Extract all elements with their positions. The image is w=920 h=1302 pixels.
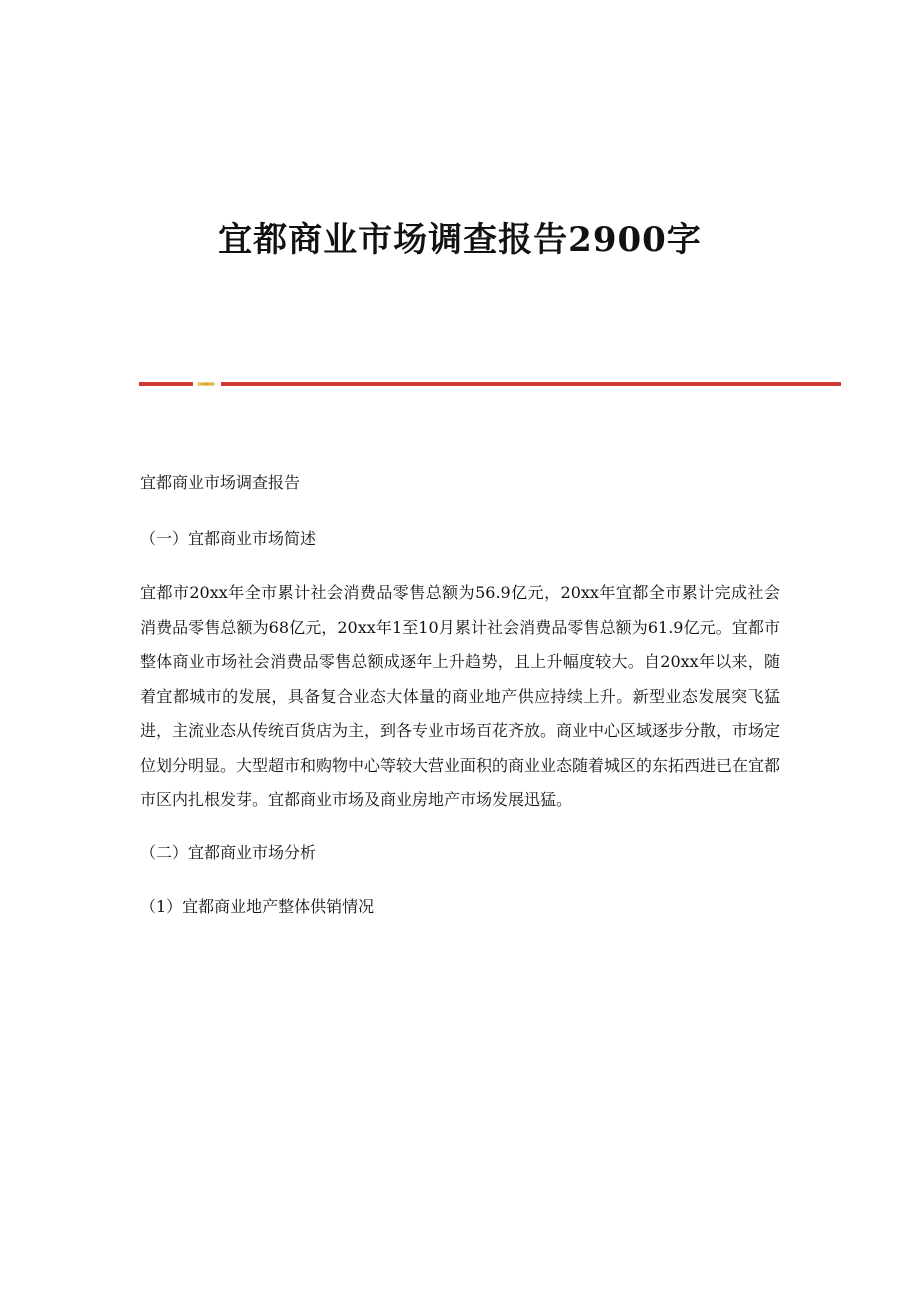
divider-ornament-icon [196,380,216,388]
document-body [140,466,780,944]
document-title: 宜都商业市场调查报告2900字 [218,220,702,260]
title-divider [139,380,841,388]
subsection-heading: （一）宜都商业市场简述 [140,529,317,548]
section-heading: 宜都商业市场调查报告 [140,473,301,492]
subsection-heading: （1）宜都商业地产整体供销情况 [140,896,375,916]
subsection-heading: （二）宜都商业市场分析 [140,842,317,862]
divider-left-bar [139,382,193,386]
body-paragraph: 宜都市20xx年全市累计社会消费品零售总额为56.9亿元，20xx年宜都全市累计完成社会消费品零售总额为68亿元，20xx年1至10月累计社会消费品零售总额为61.9亿元。宜都市整体商业市场社会消费品零售总额成逐年上升趋势，且上升幅度较大。自20xx年以来，随着宜都城市的发展，具备复合业态大体量的商业地产供应持续上升。新型业态发展突飞猛进，主流业态从传统百货店为主，到各专业市场百花齐放。商业中心区域逐步分散，市场定位划分明显。大型超市和购物中心等较大营业面积的商业业态随着城区的东拓西进已在宜都市区内扎根发芽。宜都商业市场及商业房地产市场发展迅猛。 [140,583,781,809]
divider-right-bar [221,382,841,386]
